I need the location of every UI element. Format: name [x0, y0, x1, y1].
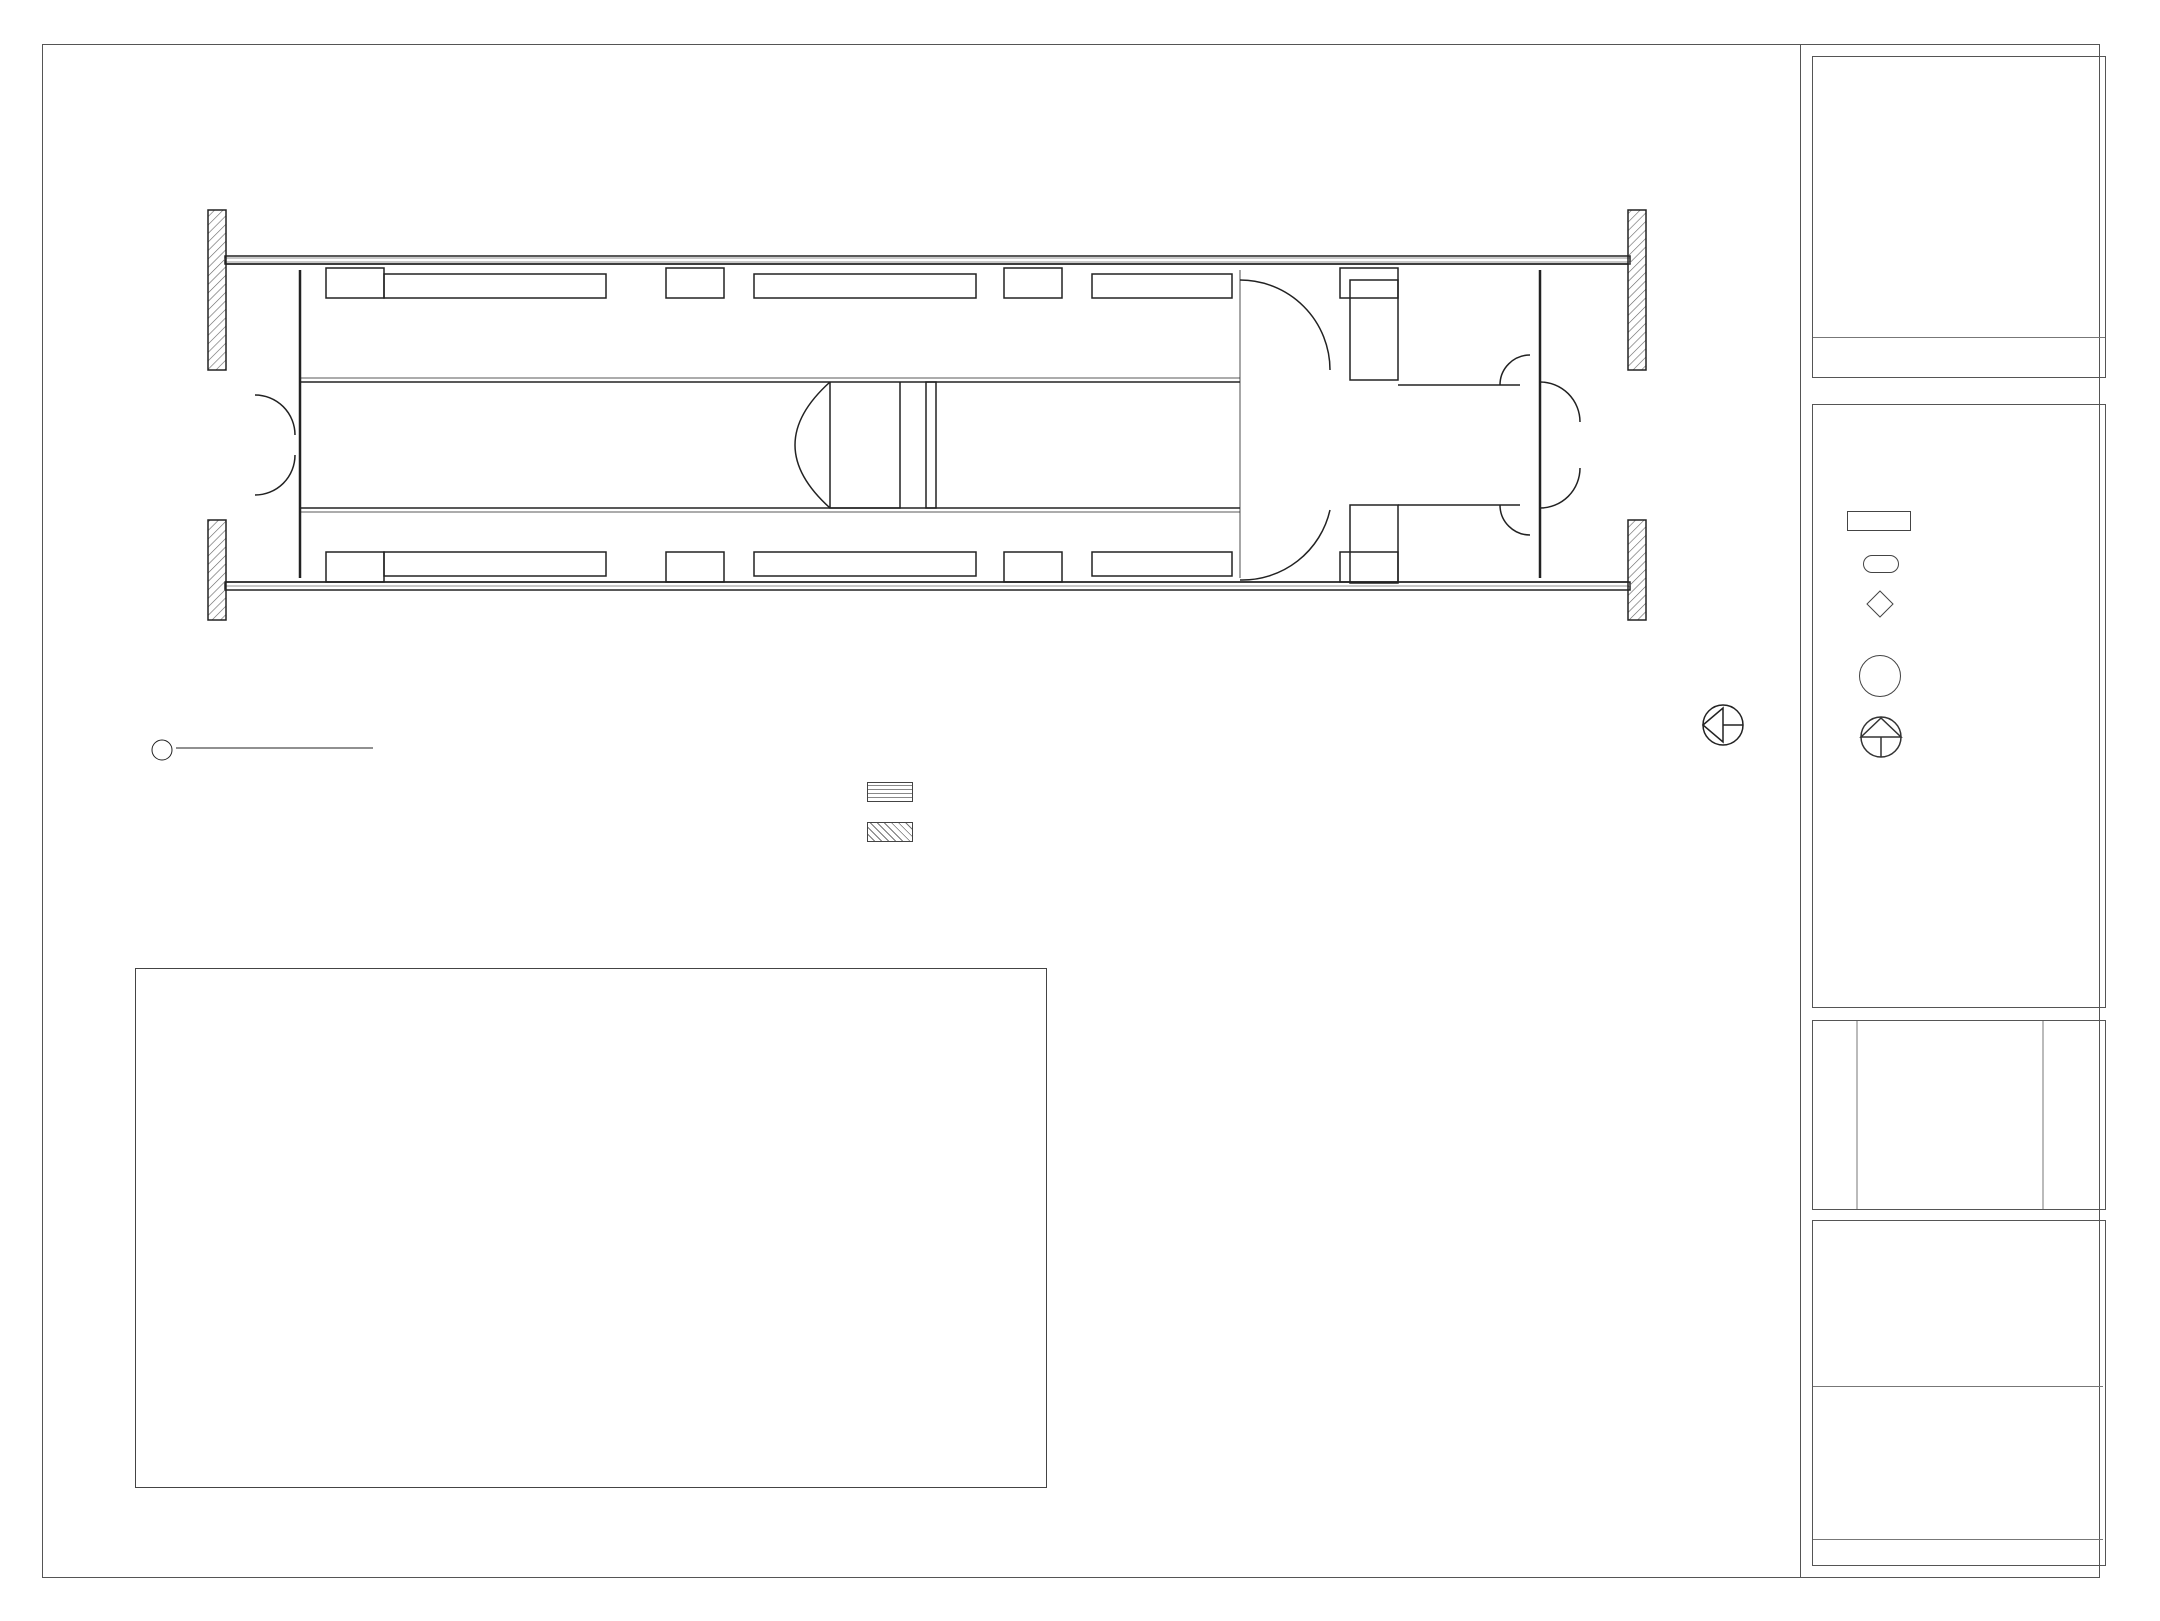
partition-tag-icon	[1865, 589, 1895, 619]
project-info-panel	[1812, 1220, 2106, 1566]
revisions-grid	[1813, 1021, 2105, 1209]
exterior-walls	[208, 210, 1646, 620]
annotations-panel	[1812, 404, 2106, 1008]
revisions-panel	[1812, 1020, 2106, 1210]
door-schedule	[135, 968, 1047, 1488]
door-schedule-table	[135, 1015, 1049, 1051]
partition-plan-drawing	[0, 0, 1760, 720]
annotation-door-tag-sample	[1863, 555, 1899, 573]
legend-swatch-p2	[867, 822, 913, 842]
sheet-number	[1813, 1481, 2103, 1536]
north-arrow-icon	[1698, 700, 1748, 750]
titleblock-divider	[1800, 44, 1801, 1578]
north-symbol-icon	[1859, 715, 1903, 759]
legend-swatch-p1	[867, 782, 913, 802]
annotation-elevation-sample	[1859, 655, 1901, 697]
annotation-room-number-sample	[1847, 511, 1911, 531]
plan-title-block	[148, 728, 398, 768]
logo-panel	[1812, 56, 2106, 378]
